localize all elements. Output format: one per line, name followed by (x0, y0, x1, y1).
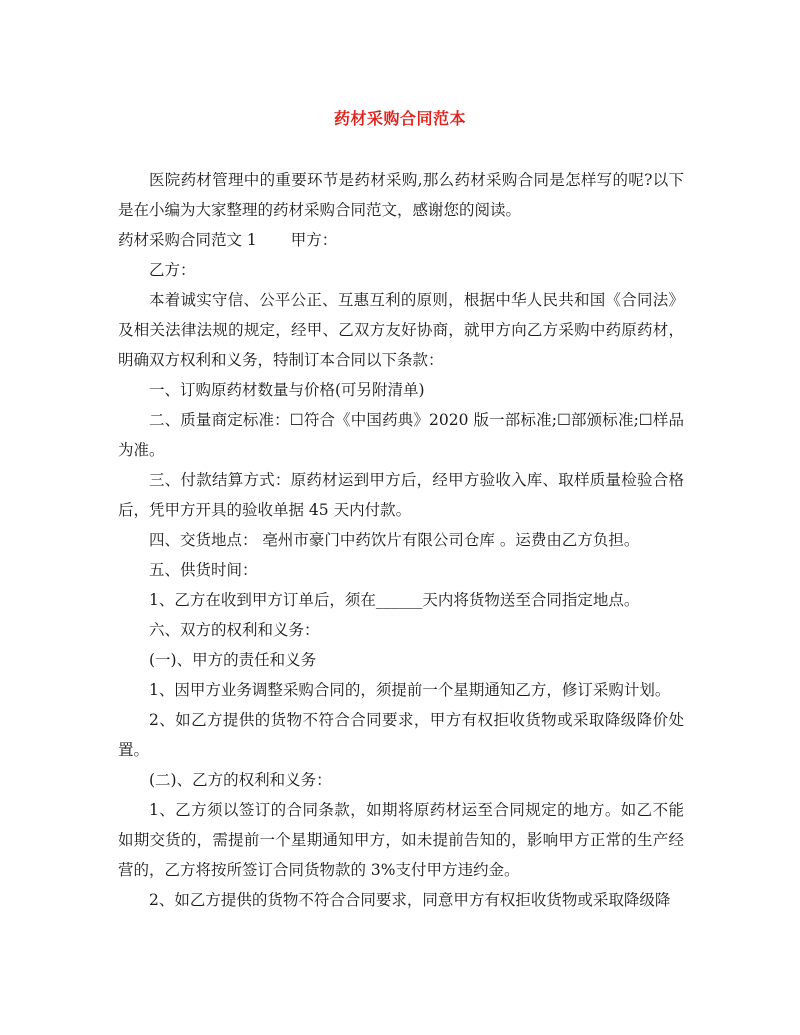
document-body (118, 165, 684, 915)
clause-3: 三、付款结算方式：原药材运到甲方后，经甲方验收入库、取样质量检验合格后，凭甲方开具的验收单据 45 天内付款。 (118, 471, 684, 519)
sample-heading-line (118, 225, 684, 255)
clause-5-item-1: 1、乙方在收到甲方订单后，须在______天内将货物送至合同指定地点。 (149, 591, 640, 609)
section-b-heading: (二)、乙方的权利和义务： (149, 771, 332, 789)
preamble-paragraph: 本着诚实守信、公平公正、互惠互利的原则，根据中华人民共和国《合同法》及相关法律法规的规定，经甲、乙双方友好协商，就甲方向乙方采购中药原药材，明确双方权利和义务，特制订本合同以下条款： (118, 291, 684, 369)
sample-heading: 药材采购合同范文 1 (118, 231, 257, 249)
section-b-item-2: 2、如乙方提供的货物不符合合同要求，同意甲方有权拒收货物或采取降级降 (149, 891, 671, 909)
clause-6: 六、双方的权利和义务： (149, 621, 320, 639)
section-b-item-1: 1、乙方须以签订的合同条款，如期将原药材运至合同规定的地方。如乙不能如期交货的，需提前一个星期通知甲方，如未提前告知的，影响甲方正常的生产经营的，乙方将按所签订合同货物款的 3%支付甲方违约金。 (118, 801, 684, 879)
clause-1: 一、订购原药材数量与价格(可另附清单) (149, 381, 425, 399)
document-title: 药材采购合同范本 (333, 109, 466, 128)
intro-paragraph: 医院药材管理中的重要环节是药材采购,那么药材采购合同是怎样写的呢?以下是在小编为大家整理的药材采购合同范文，感谢您的阅读。 (118, 171, 684, 219)
party-a-label: 甲方： (290, 231, 338, 249)
section-a-item-2: 2、如乙方提供的货物不符合合同要求，甲方有权拒收货物或采取降级降价处置。 (118, 711, 684, 759)
section-a-item-1: 1、因甲方业务调整采购合同的，须提前一个星期通知乙方，修订采购计划。 (149, 681, 671, 699)
clause-4: 四、交货地点： 亳州市豪门中药饮片有限公司仓库 。运费由乙方负担。 (149, 531, 640, 549)
clause-2: 二、质量商定标准：☐符合《中国药典》2020 版一部标准;☐部颁标准;☐样品为准。 (118, 411, 684, 459)
section-a-heading: (一)、甲方的责任和义务 (149, 651, 317, 669)
party-b-label: 乙方： (149, 261, 196, 279)
clause-5: 五、供货时间： (149, 561, 258, 579)
